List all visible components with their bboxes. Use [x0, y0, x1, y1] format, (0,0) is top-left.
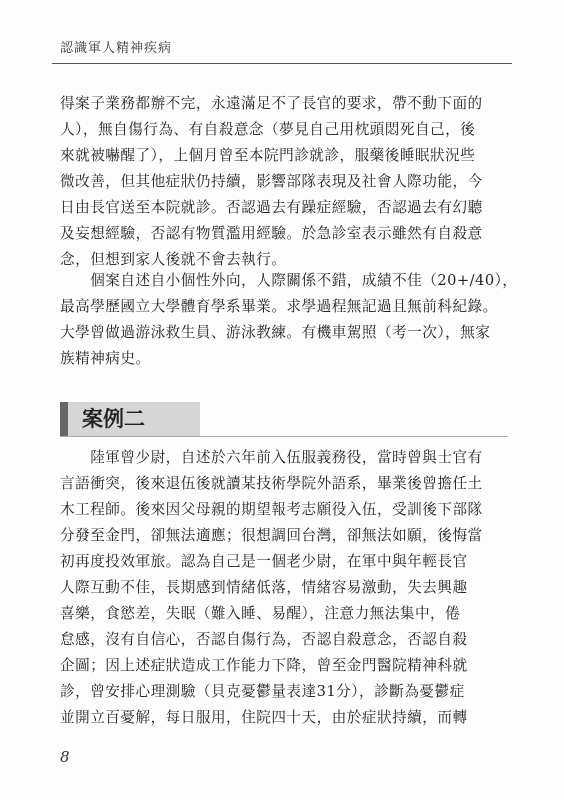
- text-line: 言語衝突，後來退伍後就讀某技術學院外語系，畢業後曾擔任土: [60, 475, 483, 492]
- text-line: 及妄想經驗，否認有物質濫用經驗。於急診室表示雖然有自殺意: [60, 225, 483, 242]
- text-line: 怠感，沒有自信心，否認自傷行為，否認自殺意念，否認自殺: [60, 631, 468, 648]
- page-number: 8: [60, 748, 70, 766]
- text-line: 人際互動不佳，長期感到情緒低落，情緒容易激動，失去興趣: [60, 579, 468, 596]
- section-underline: [60, 436, 508, 437]
- header-rule: [52, 63, 512, 64]
- text-line: 木工程師。後來因父母親的期望報考志願役入伍，受訓後下部隊: [60, 501, 483, 518]
- text-line: 個案自述自小個性外向，人際關係不錯，成績不佳（20+/40），: [60, 272, 518, 289]
- text-line: 人），無自傷行為、有自殺意念（夢見自己用枕頭悶死自己，後: [60, 121, 476, 138]
- text-line: 陸軍曾少尉，自述於六年前入伍服義務役，當時曾與士官有: [60, 449, 483, 466]
- text-line: 診，曾安排心理測驗（貝克憂鬱量表達31分），診斷為憂鬱症: [60, 683, 465, 700]
- text-line: 得案子業務都辦不完，永遠滿足不了長官的要求，帶不動下面的: [60, 95, 483, 112]
- text-line: 念，但想到家人後就不會去執行。: [60, 251, 287, 268]
- text-line: 最高學歷國立大學體育學系畢業。求學過程無記過且無前科紀錄。: [60, 298, 498, 315]
- paragraph-3: [60, 445, 510, 731]
- paragraph-1: [60, 91, 510, 273]
- text-line: 喜樂，食慾差，失眠（難入睡、易醒），注意力無法集中，倦: [60, 605, 461, 622]
- text-line: 來就被嚇醒了），上個月曾至本院門診就診，服藥後睡眠狀況些: [60, 147, 476, 164]
- text-line: 大學曾做過游泳救生員、游泳教練。有機車駕照（考一次），無家: [60, 324, 491, 341]
- text-line: 初再度投效軍旅。認為自己是一個老少尉，在軍中與年輕長官: [60, 553, 468, 570]
- running-title: 認識軍人精神疾病: [60, 41, 173, 56]
- text-line: 日由長官送至本院就診。否認過去有躁症經驗，否認過去有幻聽: [60, 199, 483, 216]
- text-line: 企圖；因上述症狀造成工作能力下降，曾至金門醫院精神科就: [60, 657, 468, 674]
- section-title: 案例二: [82, 407, 145, 431]
- text-line: 分發至金門，卻無法適應；很想調回台灣，卻無法如願，後悔當: [60, 527, 483, 544]
- text-line: 族精神病史。: [60, 350, 151, 367]
- text-line: 微改善，但其他症狀仍持續，影響部隊表現及社會人際功能，今: [60, 173, 483, 190]
- text-line: 並開立百憂解，每日服用，住院四十天，由於症狀持續，而轉: [60, 709, 468, 726]
- paragraph-2: [60, 268, 518, 372]
